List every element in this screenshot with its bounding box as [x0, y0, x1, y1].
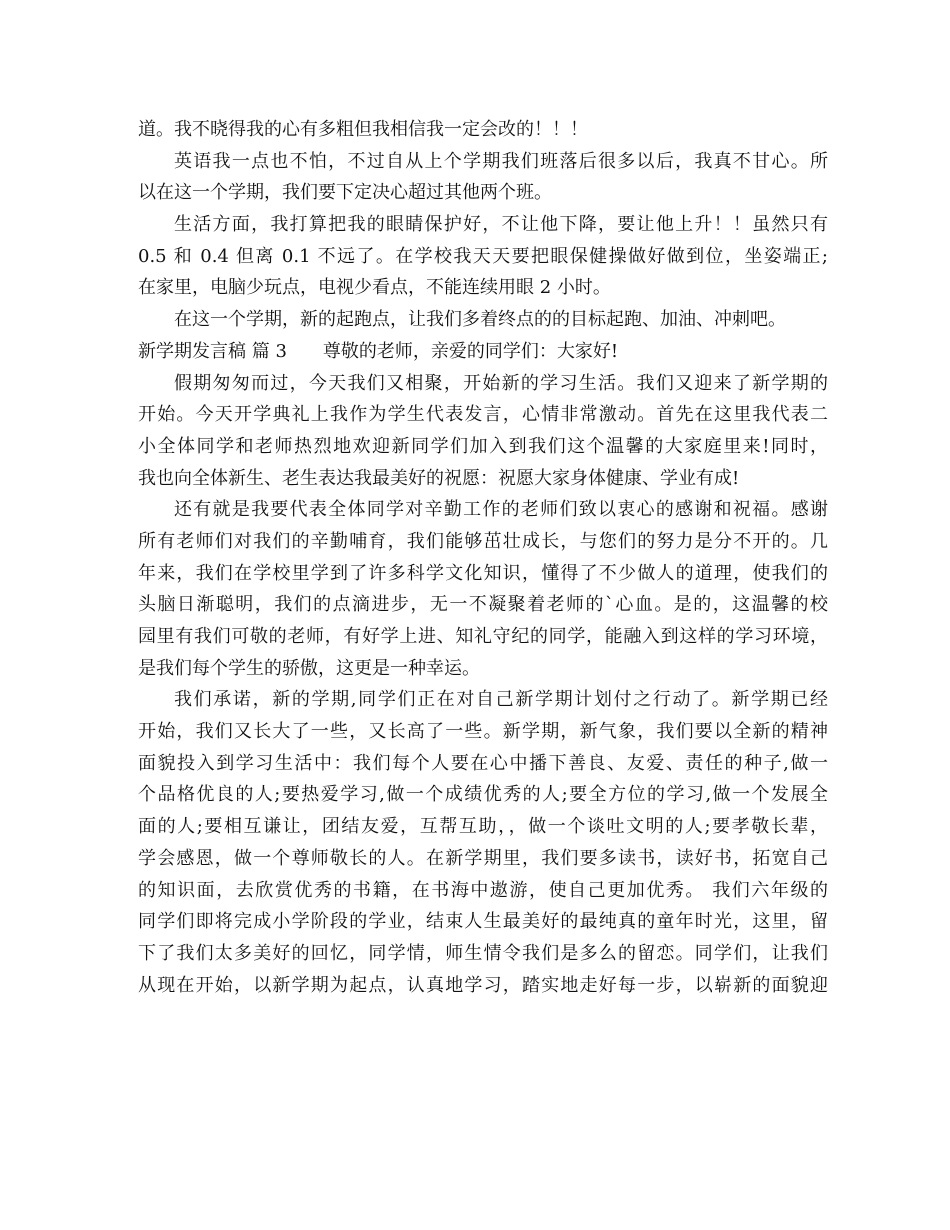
paragraph-line: 开始。今天开学典礼上我作为学生代表发言，心情非常激动。首先在这里我代表二	[138, 404, 828, 426]
paragraph-line: 个品格优良的人;要热爱学习,做一个成绩优秀的人;要全方位的学习,做一个发展全	[138, 784, 828, 806]
paragraph-line: 头脑日渐聪明，我们的点滴进步，无一不凝聚着老师的`心血。是的，这温馨的校	[138, 594, 828, 616]
paragraph-line: 道。我不晓得我的心有多粗但我相信我一定会改的！！！	[138, 119, 588, 140]
paragraph-line: 学会感恩，做一个尊师敬长的人。在新学期里，我们要多读书，读好书，拓宽自己	[138, 847, 828, 869]
paragraph-line: 英语我一点也不怕，不过自从上个学期我们班落后很多以后，我真不甘心。所	[174, 150, 828, 172]
paragraph-line: 假期匆匆而过，今天我们又相聚，开始新的学习生活。我们又迎来了新学期的	[174, 372, 828, 394]
paragraph-line: 在家里，电脑少玩点，电视少看点，不能连续用眼 2 小时。	[138, 277, 611, 299]
paragraph-line: 我们承诺，新的学期,同学们正在对自己新学期计划付之行动了。新学期已经	[174, 689, 828, 711]
paragraph-line: 面貌投入到学习生活中：我们每个人要在心中播下善良、友爱、责任的种子,做一	[138, 752, 828, 774]
paragraph-line: 开始，我们又长大了一些，又长高了一些。新学期，新气象，我们要以全新的精神	[138, 721, 828, 743]
paragraph-line: 还有就是我要代表全体同学对辛勤工作的老师们致以衷心的感谢和祝福。感谢	[174, 499, 828, 521]
paragraph-line: 从现在开始，以新学期为起点，认真地学习，踏实地走好每一步，以崭新的面貌迎	[138, 974, 828, 996]
paragraph-line: 园里有我们可敬的老师，有好学上进、知礼守纪的同学，能融入到这样的学习环境，	[138, 626, 828, 647]
paragraph-line: 0.5 和 0.4 但离 0.1 不远了。在学校我天天要把眼保健操做好做到位，坐姿端正;	[138, 245, 828, 267]
paragraph-line: 所有老师们对我们的辛勤哺育，我们能够茁壮成长，与您们的努力是分不开的。几	[138, 530, 828, 552]
document-body	[138, 114, 828, 1001]
paragraph-line: 的知识面，去欣赏优秀的书籍，在书海中遨游，使自己更加优秀。 我们六年级的	[138, 879, 828, 901]
section-heading-line: 新学期发言稿 篇 3 尊敬的老师，亲爱的同学们：大家好!	[138, 340, 619, 362]
paragraph-line: 以在这一个学期，我们要下定决心超过其他两个班。	[138, 182, 552, 204]
paragraph-line: 是我们每个学生的骄傲，这更是一种幸运。	[138, 657, 480, 679]
paragraph-line: 我也向全体新生、老生表达我最美好的祝愿：祝愿大家身体健康、学业有成!	[138, 467, 740, 489]
paragraph-line: 生活方面，我打算把我的眼睛保护好，不让他下降，要让他上升！！虽然只有	[174, 214, 828, 236]
paragraph-line: 年来，我们在学校里学到了许多科学文化知识，懂得了不少做人的道理，使我们的	[138, 562, 828, 584]
paragraph-line: 面的人;要相互谦让，团结友爱，互帮互助，，做一个谈吐文明的人;要孝敬长辈，	[138, 816, 828, 838]
paragraph-line: 同学们即将完成小学阶段的学业，结束人生最美好的最纯真的童年时光，这里，留	[138, 911, 828, 933]
paragraph-line: 下了我们太多美好的回忆，同学情，师生情令我们是多么的留恋。同学们，让我们	[138, 942, 828, 964]
paragraph-line: 小全体同学和老师热烈地欢迎新同学们加入到我们这个温馨的大家庭里来!同时，	[138, 435, 828, 457]
paragraph-line: 在这一个学期，新的起跑点，让我们多着终点的的目标起跑、加油、冲刺吧。	[174, 309, 786, 331]
